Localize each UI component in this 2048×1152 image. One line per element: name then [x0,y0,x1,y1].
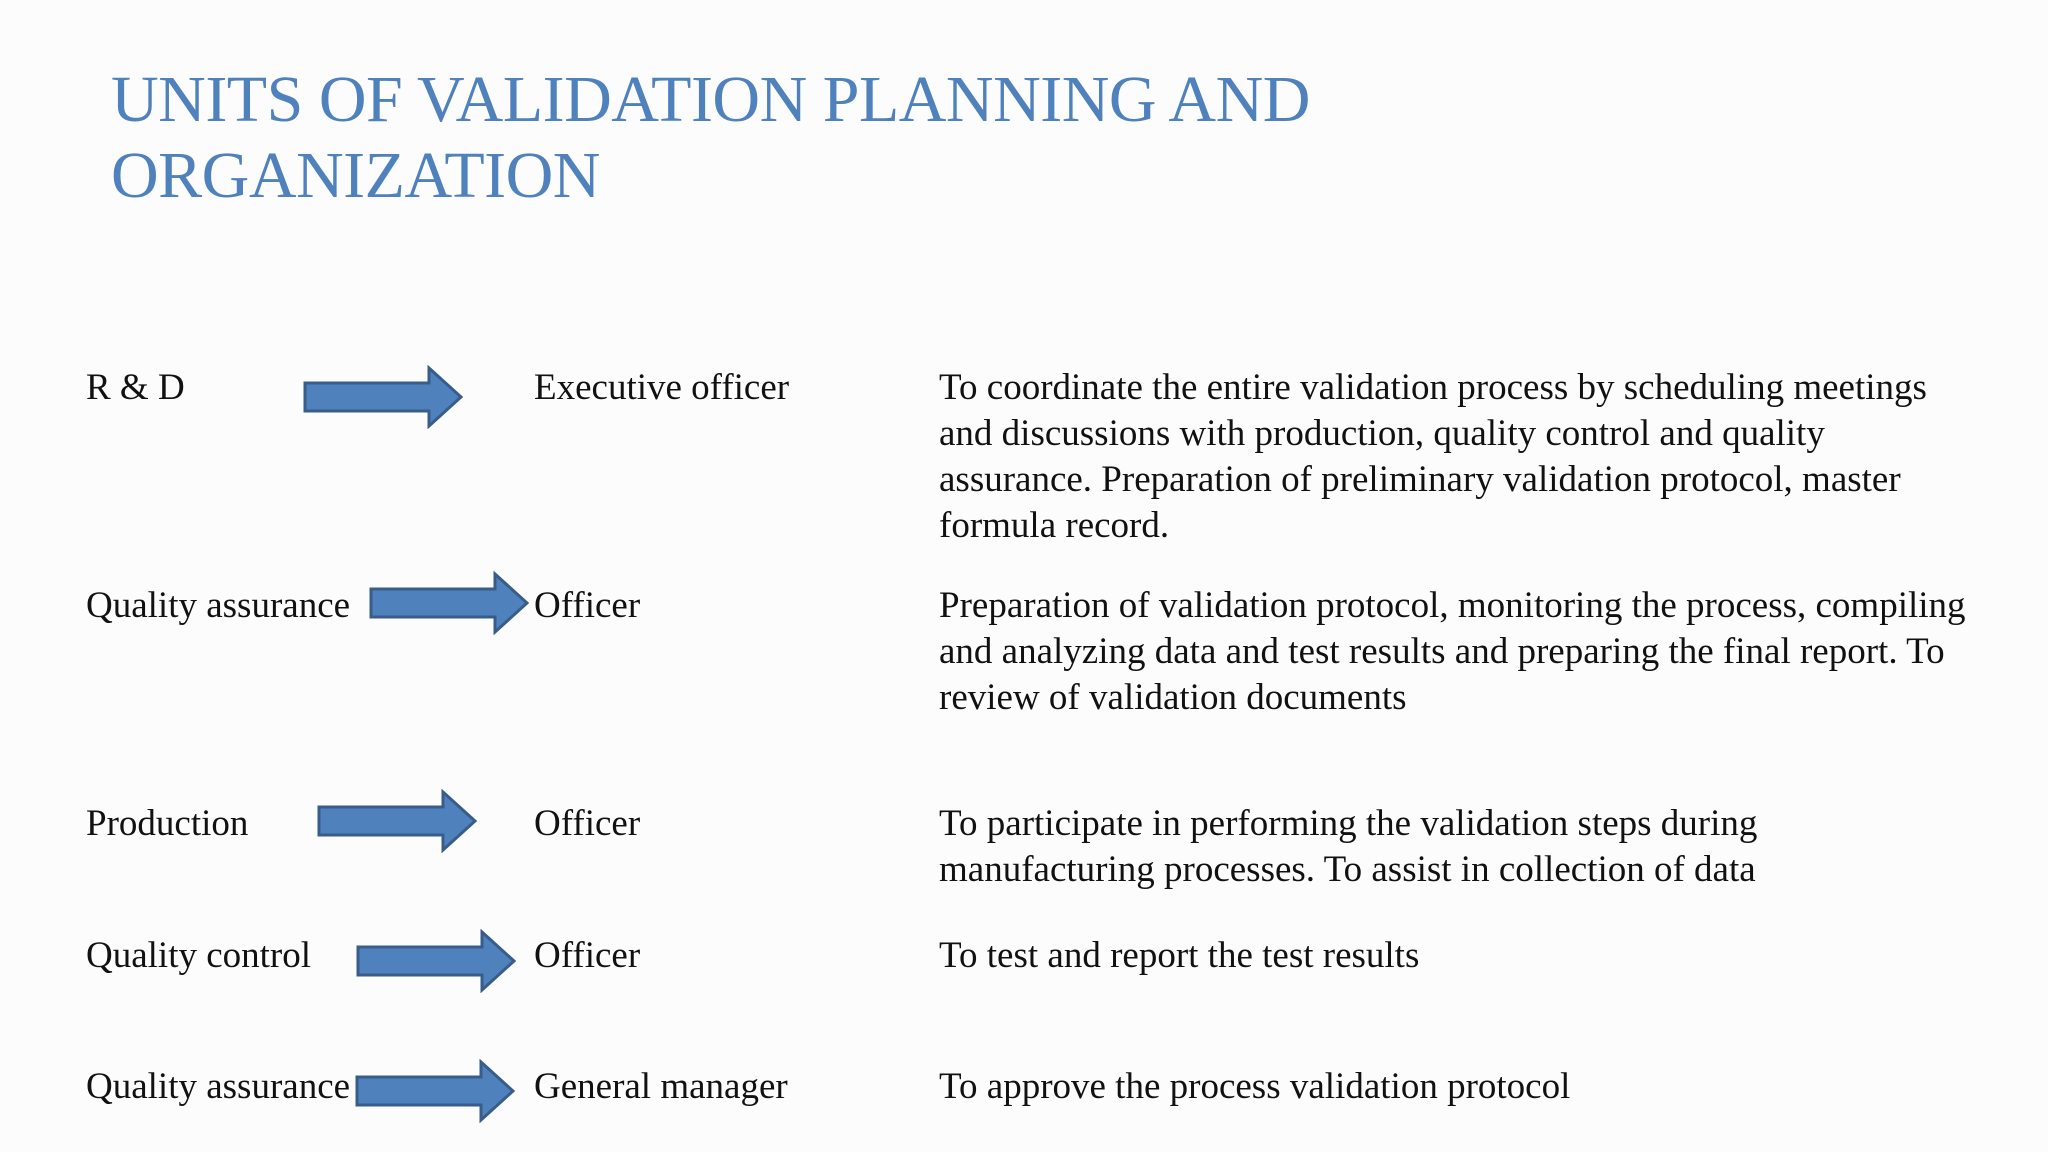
responsibility-text: To test and report the test results [939,935,1420,976]
right-arrow-icon [316,789,478,853]
slide-title-line-2: ORGANIZATION [111,139,600,212]
unit-label: Quality assurance [86,585,351,626]
right-arrow-icon [355,929,517,993]
unit-label: Quality control [86,935,312,976]
slide-title [111,62,1511,214]
unit-label: Quality assurance [86,1066,351,1107]
role-label: Officer [534,935,641,976]
role-label: Officer [534,803,641,844]
responsibility-text: To participate in performing the validation steps during manufacturing processes. To assist in collection of data [939,803,1758,890]
role-label: Officer [534,585,641,626]
responsibility-text: Preparation of validation protocol, monitoring the process, compiling and analyzing data and test results and preparing the final report. To review of validation documents [939,585,1966,718]
right-arrow-icon [354,1059,516,1123]
unit-label: R & D [86,367,185,408]
slide-title-line-1: UNITS OF VALIDATION PLANNING AND [111,63,1310,136]
right-arrow-icon [302,365,464,429]
right-arrow-icon [368,571,530,635]
role-label: General manager [534,1066,788,1107]
responsibility-text: To approve the process validation protocol [939,1066,1571,1107]
role-label: Executive officer [534,367,790,408]
unit-label: Production [86,803,249,844]
responsibility-text: To coordinate the entire validation process by scheduling meetings and discussions with production, quality control and quality assurance. Preparation of preliminary validation protocol, master formula record. [939,367,1927,546]
